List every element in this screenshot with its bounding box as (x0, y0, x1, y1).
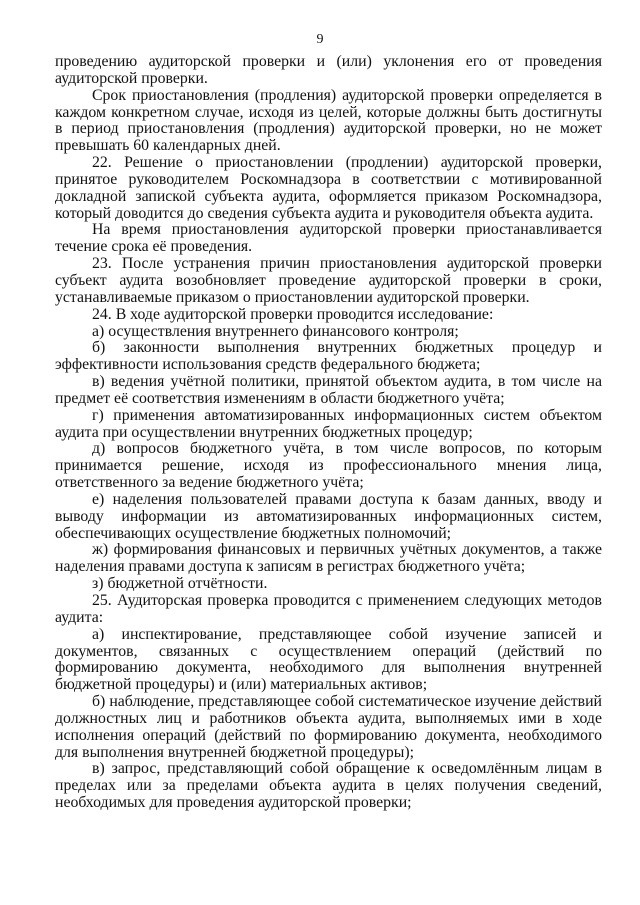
list-item: б) законности выполнения внутренних бюджетных процедур и эффективности использования средств федерального бюджета; (55, 339, 602, 374)
document-body (55, 54, 602, 812)
paragraph: 25. Аудиторская проверка проводится с применением следующих методов аудита: (55, 592, 602, 626)
list-item: а) инспектирование, представляющее собой изучение записей и документов, связанных с осуществлением операций (действий по формированию документа, необходимого для выполнения внутренней бюджетной процедуры) и (или) материальных активов; (55, 625, 602, 694)
list-item: з) бюджетной отчётности. (92, 575, 268, 593)
paragraph: 22. Решение о приостановлении (продлении) аудиторской проверки, принятое руководителем Роскомнадзора в соответствии с мотивированной докладной запиской субъекта аудита, оформляется приказом Роскомнадзора, который доводится до сведения субъекта аудита и руководителя объекта аудита. (55, 154, 602, 222)
list-item: г) применения автоматизированных информационных систем объектом аудита при осуществлении внутренних бюджетных процедур; (55, 406, 602, 441)
list-item: а) осуществления внутреннего финансового контроля; (92, 322, 459, 340)
paragraph: 24. В ходе аудиторской проверки проводится исследование: (92, 305, 494, 323)
list-item: ж) формирования финансовых и первичных учётных документов, а также наделения правами доступа к записям в регистрах бюджетного учёта; (55, 541, 602, 576)
paragraph: 23. После устранения причин приостановления аудиторской проверки субъект аудита возобновляет проведение аудиторской проверки в сроки, устанавливаемые приказом о приостановлении аудиторской проверки. (55, 255, 602, 306)
paragraph: проведению аудиторской проверки и (или) уклонения его от проведения аудиторской проверки. (55, 53, 602, 87)
page-number: 9 (316, 32, 324, 47)
paragraph: Срок приостановления (продления) аудиторской проверки определяется в каждом конкретном случае, исходя из целей, которые должны быть достигнуты в период приостановления (продления) аудиторской проверки, но не может превышать 60 календарных дней. (55, 86, 602, 155)
list-item: е) наделения пользователей правами доступа к базам данных, вводу и выводу информации из автоматизированных информационных систем, обеспечивающих осуществление бюджетных полномочий; (55, 490, 602, 542)
list-item: б) наблюдение, представляющее собой систематическое изучение действий должностных лиц и работников объекта аудита, выполняемых ими в ходе исполнения операций (действий по формированию документа, необходимого для выполнения внутренней бюджетной процедуры); (55, 693, 602, 761)
paragraph: На время приостановления аудиторской проверки приостанавливается течение срока её проведения. (55, 221, 602, 256)
list-item: д) вопросов бюджетного учёта, в том числе вопросов, по которым принимается решение, исходя из профессионального мнения лица, ответственного за ведение бюджетного учёта; (55, 440, 602, 492)
list-item: в) ведения учётной политики, принятой объектом аудита, в том числе на предмет её соответствия изменениям в области бюджетного учёта; (55, 373, 602, 407)
list-item: в) запрос, представляющий собой обращение к осведомлённым лицам в пределах или за пределами объекта аудита в целях получения сведений, необходимых для проведения аудиторской проверки; (55, 760, 602, 812)
